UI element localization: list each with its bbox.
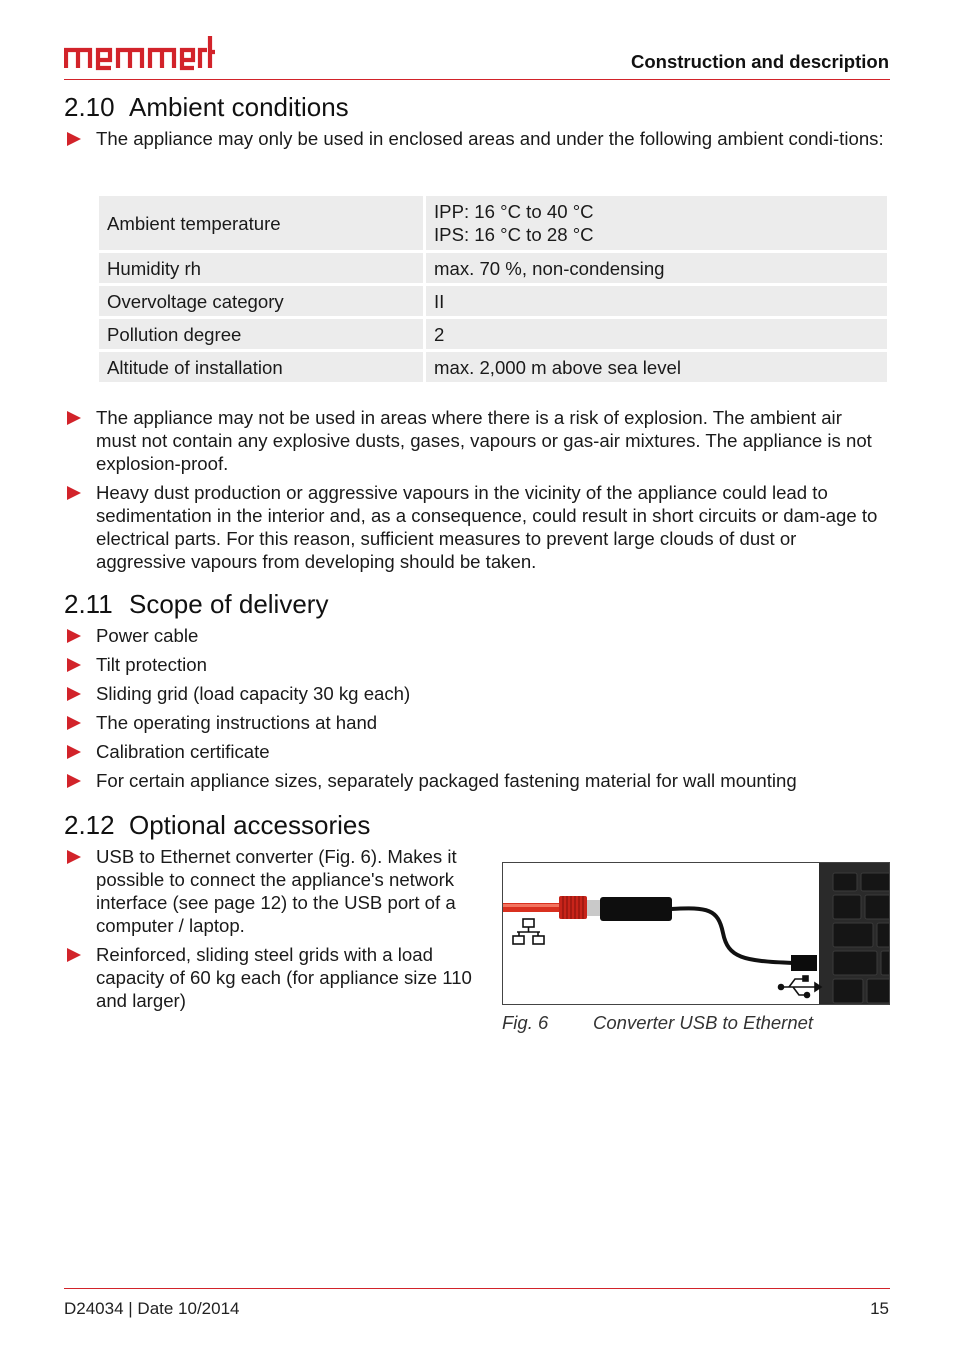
table-cell-value: max. 70 %, non-condensing <box>426 253 887 283</box>
list-item <box>64 711 890 734</box>
rj45-plug <box>587 900 601 916</box>
table-cell-label: Overvoltage category <box>99 286 426 316</box>
footer-document-info: D24034 | Date 10/2014 <box>64 1299 240 1318</box>
table-cell-value: IPP: 16 °C to 40 °C IPS: 16 °C to 28 °C <box>426 196 887 250</box>
section-title: Ambient conditions <box>129 92 349 122</box>
accessories-list <box>64 845 484 1012</box>
section-title: Scope of delivery <box>129 589 329 619</box>
bullet-arrow-icon <box>67 132 81 146</box>
converter-illustration <box>503 863 890 1005</box>
list-item-text: The appliance may only be used in enclosed areas and under the following ambient condi-tions: <box>96 128 884 149</box>
bullet-arrow-icon <box>67 716 81 730</box>
list-item-text: The operating instructions at hand <box>96 712 378 733</box>
table-cell-label: Ambient temperature <box>99 196 426 250</box>
table-row <box>99 352 887 382</box>
section-heading-accessories <box>64 810 370 841</box>
delivery-list <box>64 624 890 792</box>
section-number: 2.12 <box>64 810 115 840</box>
ambient-notes-list <box>64 406 890 573</box>
list-item-text: Power cable <box>96 625 199 646</box>
figure-caption <box>502 1012 813 1034</box>
header-divider <box>64 79 890 80</box>
list-item-text: Calibration certificate <box>96 741 270 762</box>
bullet-arrow-icon <box>67 658 81 672</box>
table-row <box>99 319 887 349</box>
table-cell-label: Humidity rh <box>99 253 426 283</box>
adapter-body <box>600 897 672 921</box>
footer-divider <box>64 1288 890 1289</box>
list-item <box>64 943 484 1012</box>
bullet-arrow-icon <box>67 745 81 759</box>
bullet-arrow-icon <box>67 687 81 701</box>
list-item-text: Sliding grid (load capacity 30 kg each) <box>96 683 411 704</box>
table-cell-value: 2 <box>426 319 887 349</box>
section-title: Optional accessories <box>129 810 371 840</box>
bullet-arrow-icon <box>67 948 81 962</box>
usb-icon <box>779 976 822 998</box>
table-row <box>99 253 887 283</box>
list-item <box>64 406 890 475</box>
list-item <box>64 481 890 573</box>
section-number: 2.10 <box>64 92 115 122</box>
ambient-conditions-table <box>99 193 887 385</box>
list-item-text: Heavy dust production or aggressive vapours in the vicinity of the appliance could lead to sedimentation in the interior and, as a consequence, could result in short circuits or dam-age to electrical parts. For this reason, sufficient measures to prevent large clouds of dust or aggressive vapours from developing should be taken. <box>96 482 878 572</box>
table-cell-value: II <box>426 286 887 316</box>
figure-number: Fig. 6 <box>502 1012 549 1033</box>
list-item <box>64 127 890 150</box>
list-item <box>64 769 890 792</box>
list-item-text: USB to Ethernet converter (Fig. 6). Makes it possible to connect the appliance's network interface (see page 12) to the USB port of a computer / laptop. <box>96 846 457 936</box>
usb-cable <box>671 908 793 963</box>
list-item <box>64 624 890 647</box>
list-item-text: Reinforced, sliding steel grids with a load capacity of 60 kg each (for appliance size 110 and larger) <box>96 944 472 1011</box>
list-item <box>64 740 890 763</box>
memmert-logo <box>64 32 216 72</box>
table-cell-label: Altitude of installation <box>99 352 426 382</box>
list-item <box>64 682 890 705</box>
bullet-arrow-icon <box>67 774 81 788</box>
section-number: 2.11 <box>64 589 113 619</box>
network-icon <box>513 919 544 944</box>
list-item <box>64 653 890 676</box>
list-item <box>64 845 484 937</box>
figure-caption-text: Converter USB to Ethernet <box>593 1012 814 1033</box>
table-cell-value: max. 2,000 m above sea level <box>426 352 887 382</box>
list-item-text: The appliance may not be used in areas where there is a risk of explosion. The ambient air must not contain any explosive dusts, gases, vapours or gas-air mixtures. The appliance is not explosion-proof. <box>96 407 872 474</box>
table-cell-label: Pollution degree <box>99 319 426 349</box>
list-item-text: Tilt protection <box>96 654 207 675</box>
converter-figure <box>502 862 890 1005</box>
table-row <box>99 196 887 250</box>
bullet-arrow-icon <box>67 629 81 643</box>
section-heading-delivery <box>64 589 328 620</box>
ambient-intro-list <box>64 127 890 150</box>
usb-plug <box>791 955 817 971</box>
header-section-title: Construction and description <box>631 51 889 72</box>
list-item-text: For certain appliance sizes, separately packaged fastening material for wall mounting <box>96 770 797 791</box>
bullet-arrow-icon <box>67 411 81 425</box>
bullet-arrow-icon <box>67 850 81 864</box>
table-row <box>99 286 887 316</box>
section-heading-ambient <box>64 92 349 123</box>
bullet-arrow-icon <box>67 486 81 500</box>
page-number: 15 <box>870 1299 889 1318</box>
